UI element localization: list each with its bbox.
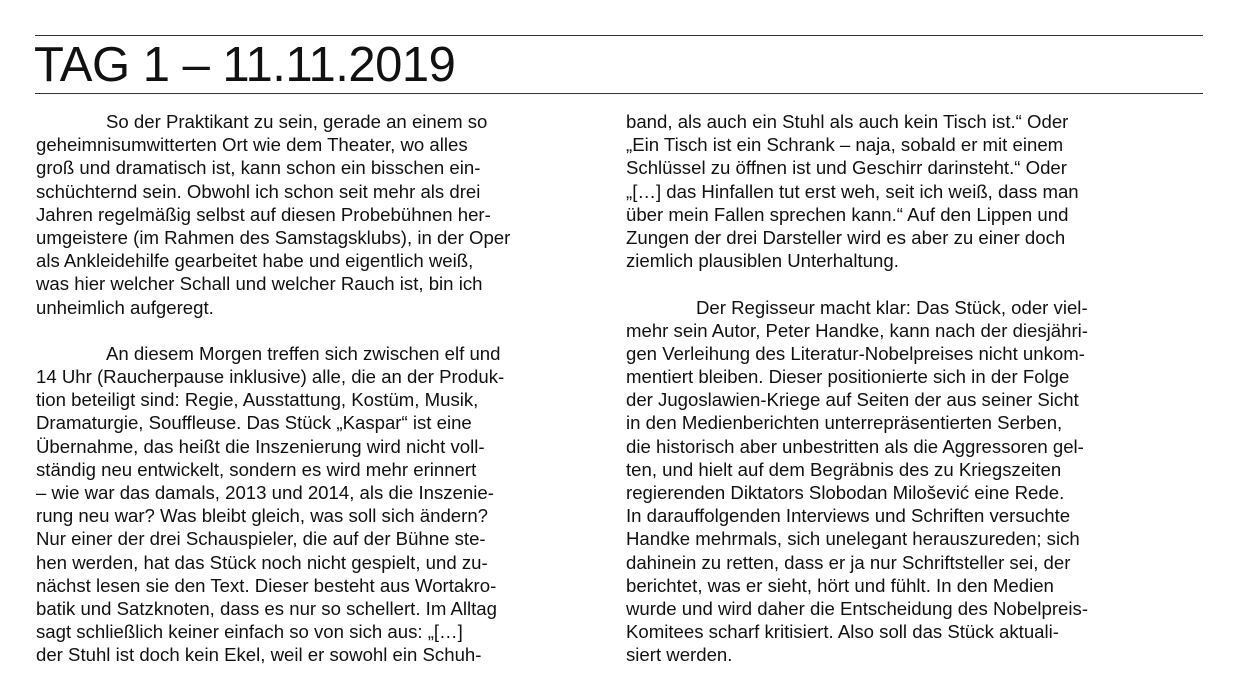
left-column bbox=[36, 110, 610, 667]
text-line: ständig neu entwickelt, sondern es wird mehr erinnert bbox=[36, 458, 477, 480]
text-line: in den Medienberichten unterrepräsentierten Serben, bbox=[626, 412, 1063, 434]
text-line: dahinein zu retten, dass er ja nur Schriftsteller sei, der bbox=[626, 551, 1071, 573]
text-line: regierenden Diktators Slobodan Milošević eine Rede. bbox=[626, 482, 1065, 503]
text-line: geheimnisumwitterten Ort wie dem Theater, wo alles bbox=[36, 134, 468, 156]
text-line: siert werden. bbox=[626, 644, 733, 666]
top-rule bbox=[35, 35, 1203, 36]
text-line: Übernahme, das heißt die Inszenierung wird nicht voll- bbox=[36, 435, 485, 457]
text-line: über mein Fallen sprechen kann.“ Auf den Lippen und bbox=[626, 203, 1069, 225]
text-line: batik und Satzknoten, dass es nur so schellert. Im Alltag bbox=[36, 597, 497, 619]
text-line: Zungen der drei Darsteller wird es aber zu einer doch bbox=[626, 226, 1066, 248]
right-column bbox=[626, 110, 1211, 667]
paragraph-gap bbox=[626, 272, 1211, 295]
text-line: umgeistere (im Rahmen des Samstagsklubs), in der Oper bbox=[36, 226, 511, 248]
text-line: ziemlich plausiblen Unterhaltung. bbox=[626, 250, 899, 272]
text-line: „Ein Tisch ist ein Schrank – naja, sobald er mit einem bbox=[626, 134, 1064, 156]
page-title: TAG 1 – 11.11.2019 bbox=[34, 38, 456, 92]
text-line: schüchternd sein. Obwohl ich schon seit mehr als drei bbox=[36, 180, 481, 202]
text-line: der Stuhl ist doch kein Ekel, weil er sowohl ein Schuh- bbox=[36, 644, 482, 666]
text-line: die historisch aber unbestritten als die Aggressoren gel- bbox=[626, 435, 1084, 457]
text-line: der Jugoslawien-Kriege auf Seiten der aus seiner Sicht bbox=[626, 389, 1079, 411]
text-line: was hier welcher Schall und welcher Rauch ist, bin ich bbox=[36, 273, 483, 295]
text-line: band, als auch ein Stuhl als auch kein Tisch ist.“ Oder bbox=[626, 111, 1069, 132]
text-line: unheimlich aufgeregt. bbox=[36, 296, 214, 318]
text-line: groß und dramatisch ist, kann schon ein bisschen ein- bbox=[36, 157, 481, 179]
text-line: nächst lesen sie den Text. Dieser besteht aus Wortakro- bbox=[36, 574, 497, 596]
text-line: – wie war das damals, 2013 und 2014, als die Inszenie- bbox=[36, 482, 494, 503]
text-line: mentiert bleiben. Dieser positionierte sich in der Folge bbox=[626, 366, 1070, 388]
text-line: Jahren regelmäßig selbst auf diesen Probebühnen her- bbox=[36, 203, 491, 225]
text-line: sagt schließlich keiner einfach so von sich aus: „[…] bbox=[36, 621, 463, 643]
text-line: Der Regisseur macht klar: Das Stück, oder viel- bbox=[696, 296, 1088, 318]
text-line: ten, und hielt auf dem Begräbnis des zu Kriegszeiten bbox=[626, 458, 1062, 480]
text-line: 14 Uhr (Raucherpause inklusive) alle, die an der Produk- bbox=[36, 366, 505, 388]
title-rule bbox=[35, 93, 1203, 94]
text-line: Nur einer der drei Schauspieler, die auf der Bühne ste- bbox=[36, 528, 486, 550]
paragraph-gap bbox=[36, 319, 610, 342]
text-line: An diesem Morgen treffen sich zwischen elf und bbox=[106, 342, 501, 364]
text-line: hen werden, hat das Stück noch nicht gespielt, und zu- bbox=[36, 551, 488, 573]
text-line: mehr sein Autor, Peter Handke, kann nach der diesjähri- bbox=[626, 319, 1089, 341]
text-line: tion beteiligt sind: Regie, Ausstattung, Kostüm, Musik, bbox=[36, 389, 479, 411]
paragraph bbox=[36, 342, 610, 667]
paragraph bbox=[36, 110, 610, 319]
text-line: So der Praktikant zu sein, gerade an einem so bbox=[106, 111, 488, 132]
text-line: Komitees scharf kritisiert. Also soll das Stück aktuali- bbox=[626, 621, 1059, 643]
text-line: wurde und wird daher die Entscheidung des Nobelpreis- bbox=[626, 597, 1089, 619]
text-line: Dramaturgie, Souffleuse. Das Stück „Kaspar“ ist eine bbox=[36, 412, 472, 434]
text-line: „[…] das Hinfallen tut erst weh, seit ich weiß, dass man bbox=[626, 180, 1079, 202]
text-line: berichtet, was er sieht, hört und fühlt. In den Medien bbox=[626, 574, 1054, 596]
text-line: Handke mehrmals, sich unelegant herauszureden; sich bbox=[626, 528, 1080, 550]
text-line: als Ankleidehilfe gearbeitet habe und eigentlich weiß, bbox=[36, 250, 474, 272]
paragraph bbox=[626, 110, 1211, 272]
paragraph bbox=[626, 296, 1211, 667]
text-line: gen Verleihung des Literatur-Nobelpreises nicht unkom- bbox=[626, 342, 1085, 364]
text-line: Schlüssel zu öffnen ist und Geschirr darinsteht.“ Oder bbox=[626, 157, 1067, 179]
text-line: rung neu war? Was bleibt gleich, was soll sich ändern? bbox=[36, 505, 488, 527]
text-line: In darauffolgenden Interviews und Schriften versuchte bbox=[626, 505, 1071, 527]
